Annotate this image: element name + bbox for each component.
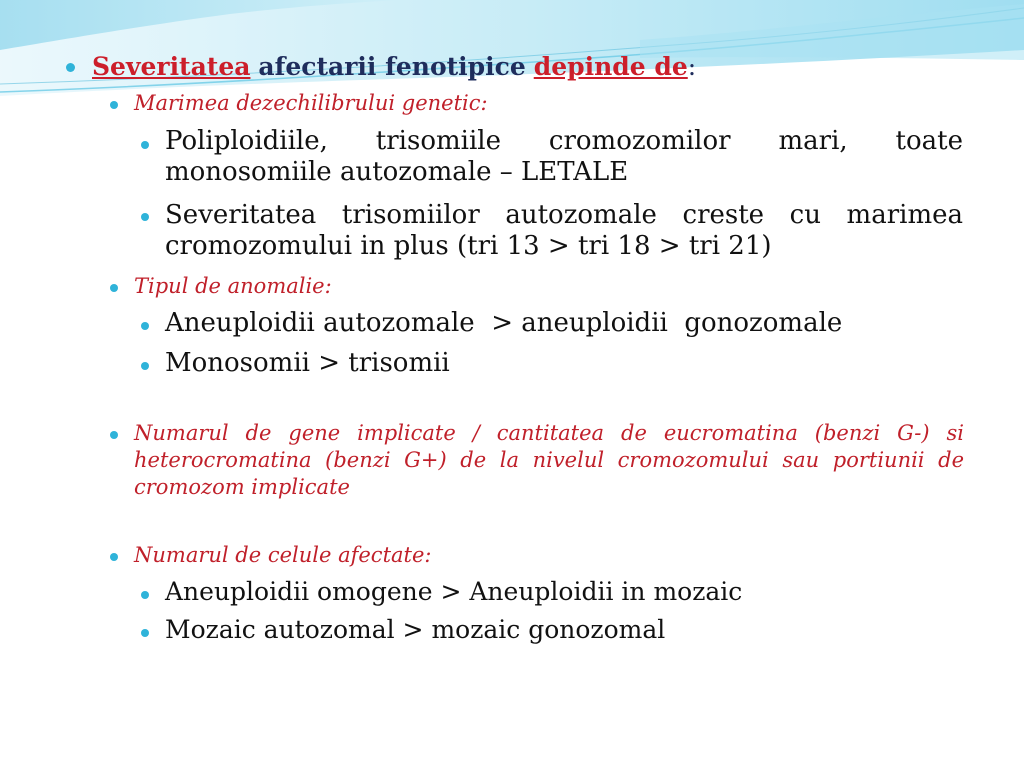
- bullet-icon: [66, 63, 75, 72]
- title-middle: afectarii fenotipice: [258, 52, 526, 81]
- bullet-icon: [110, 101, 118, 109]
- section-heading: Numarul de gene implicate / cantitatea de eucromatina (benzi G-) si heterocromatina (benzi G+) de la nivelul cromozomului sau portiunii de cromozom implicate: [134, 421, 964, 499]
- title-severitatea: Severitatea: [92, 52, 251, 81]
- list-item: Aneuploidii omogene > Aneuploidii in mozaic: [165, 577, 743, 606]
- title-colon: :: [687, 52, 697, 81]
- section-heading: Numarul de celule afectate:: [134, 543, 432, 567]
- slide-title: [92, 52, 696, 81]
- bullet-icon: [110, 553, 118, 561]
- title-depinde: depinde de: [533, 52, 688, 81]
- bullet-icon: [141, 141, 149, 149]
- bullet-icon: [110, 284, 118, 292]
- list-item: Aneuploidii autozomale > aneuploidii gonozomale: [165, 308, 843, 338]
- list-item: Monosomii > trisomii: [165, 348, 450, 378]
- bullet-icon: [141, 213, 149, 221]
- list-item: Mozaic autozomal > mozaic gonozomal: [165, 615, 666, 644]
- list-item: Poliploidiile, trisomiile cromozomilor mari, toate monosomiile autozomale – LETALE: [165, 126, 963, 187]
- bullet-icon: [141, 591, 149, 599]
- bullet-icon: [141, 322, 149, 330]
- section-heading: Marimea dezechilibrului genetic:: [134, 91, 488, 115]
- list-item: Severitatea trisomiilor autozomale creste cu marimea cromozomului in plus (tri 13 > tri 18 > tri 21): [165, 200, 963, 261]
- section-heading: Tipul de anomalie:: [134, 274, 332, 298]
- bullet-icon: [141, 362, 149, 370]
- bullet-icon: [110, 431, 118, 439]
- bullet-icon: [141, 629, 149, 637]
